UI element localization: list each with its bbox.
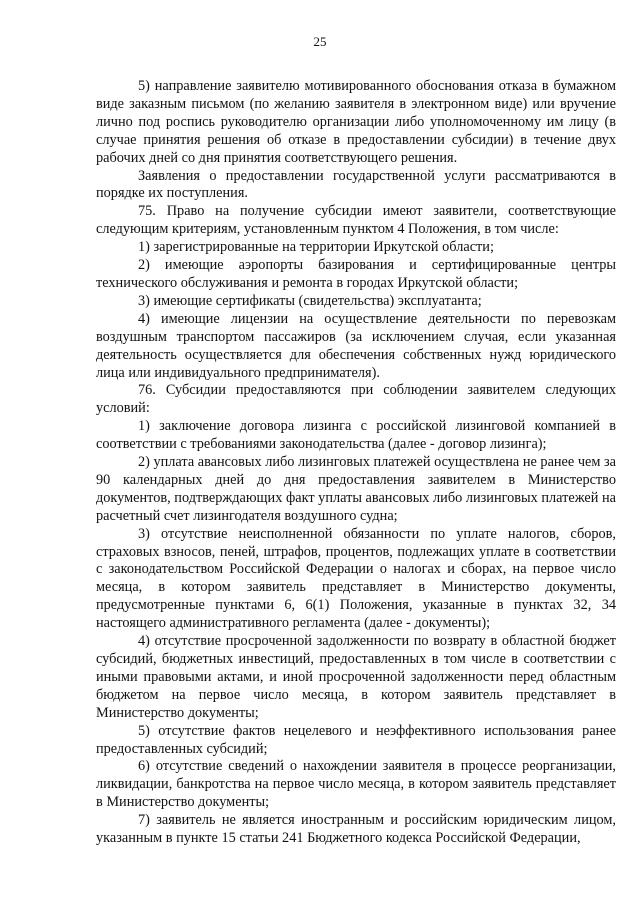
condition-5-no-misuse: 5) отсутствие фактов нецелевого и неэффективного использования ранее предоставленных субсидий; — [96, 722, 616, 757]
criterion-3-certificates: 3) имеющие сертификаты (свидетельства) эксплуатанта; — [138, 292, 482, 309]
page-number: 25 — [313, 34, 327, 49]
paragraph-item-5-refusal-notice: 5) направление заявителю мотивированного обоснования отказа в бумажном виде заказным письмом (по желанию заявителя в электронном виде) или вручение лично под роспись руководителю организации либо уполномоченному им лицу (в случае принятия решения об отказе в предоставлении субсидии) в течение двух рабочих дней со дня принятия соответствующего решения. — [96, 78, 616, 166]
paragraph-75-eligibility: 75. Право на получение субсидии имеют заявители, соответствующие следующим критериям, установленным пунктом 4 Положения, в том числе: — [96, 203, 616, 238]
paragraph-applications-order: Заявления о предоставлении государственной услуги рассматриваются в порядке их поступления. — [96, 167, 616, 202]
condition-6-no-reorganization: 6) отсутствие сведений о нахождении заявителя в процессе реорганизации, ликвидации, банкротства на первое число месяца, в котором заявитель представляет в Министерство документы; — [96, 758, 616, 811]
criterion-1-registered: 1) зарегистрированные на территории Иркутской области; — [138, 239, 494, 256]
condition-3-no-tax-debt: 3) отсутствие неисполненной обязанности по уплате налогов, сборов, страховых взносов, пеней, штрафов, процентов, подлежащих уплате в соответствии с законодательством Российской Федерации о налогах и сборах, на первое число месяца, в котором заявитель представляет в Министерство документы, предусмотренные пунктами 6, 6(1) Положения, указанные в пунктах 32, 34 настоящего административного регламента (далее - документы); — [96, 525, 616, 632]
condition-1-leasing-contract: 1) заключение договора лизинга с российской лизинговой компанией в соответствии с требованиями законодательства (далее - договор лизинга); — [96, 418, 616, 453]
condition-7-not-foreign: 7) заявитель не является иностранным и российским юридическим лицом, указанным в пункте 15 статьи 241 Бюджетного кодекса Российской Федерации, — [96, 812, 616, 847]
condition-2-payments: 2) уплата авансовых либо лизинговых платежей осуществлена не ранее чем за 90 календарных дней до дня предоставления заявителем в Министерство документов, подтверждающих факт уплаты авансовых либо лизинговых платежей на расчетный счет лизингодателя воздушного судна; — [96, 454, 616, 524]
criterion-4-licenses: 4) имеющие лицензии на осуществление деятельности по перевозкам воздушным транспортом пассажиров (за исключением случая, если указанная деятельность осуществляется для обеспечения собственных нужд юридического лица или индивидуального предпринимателя). — [96, 310, 616, 381]
condition-4-no-overdue-debt: 4) отсутствие просроченной задолженности по возврату в областной бюджет субсидий, бюджетных инвестиций, предоставленных в том числе в соответствии с иными правовыми актами, и иной просроченной задолженности перед областным бюджетом на первое число месяца, в котором заявитель представляет в Министерство документы; — [96, 633, 616, 721]
paragraph-76-conditions: 76. Субсидии предоставляются при соблюдении заявителем следующих условий: — [96, 382, 616, 417]
document-body — [96, 78, 616, 848]
criterion-2-airports: 2) имеющие аэропорты базирования и сертифицированные центры технического обслуживания и ремонта в городах Иркутской области; — [96, 257, 616, 291]
